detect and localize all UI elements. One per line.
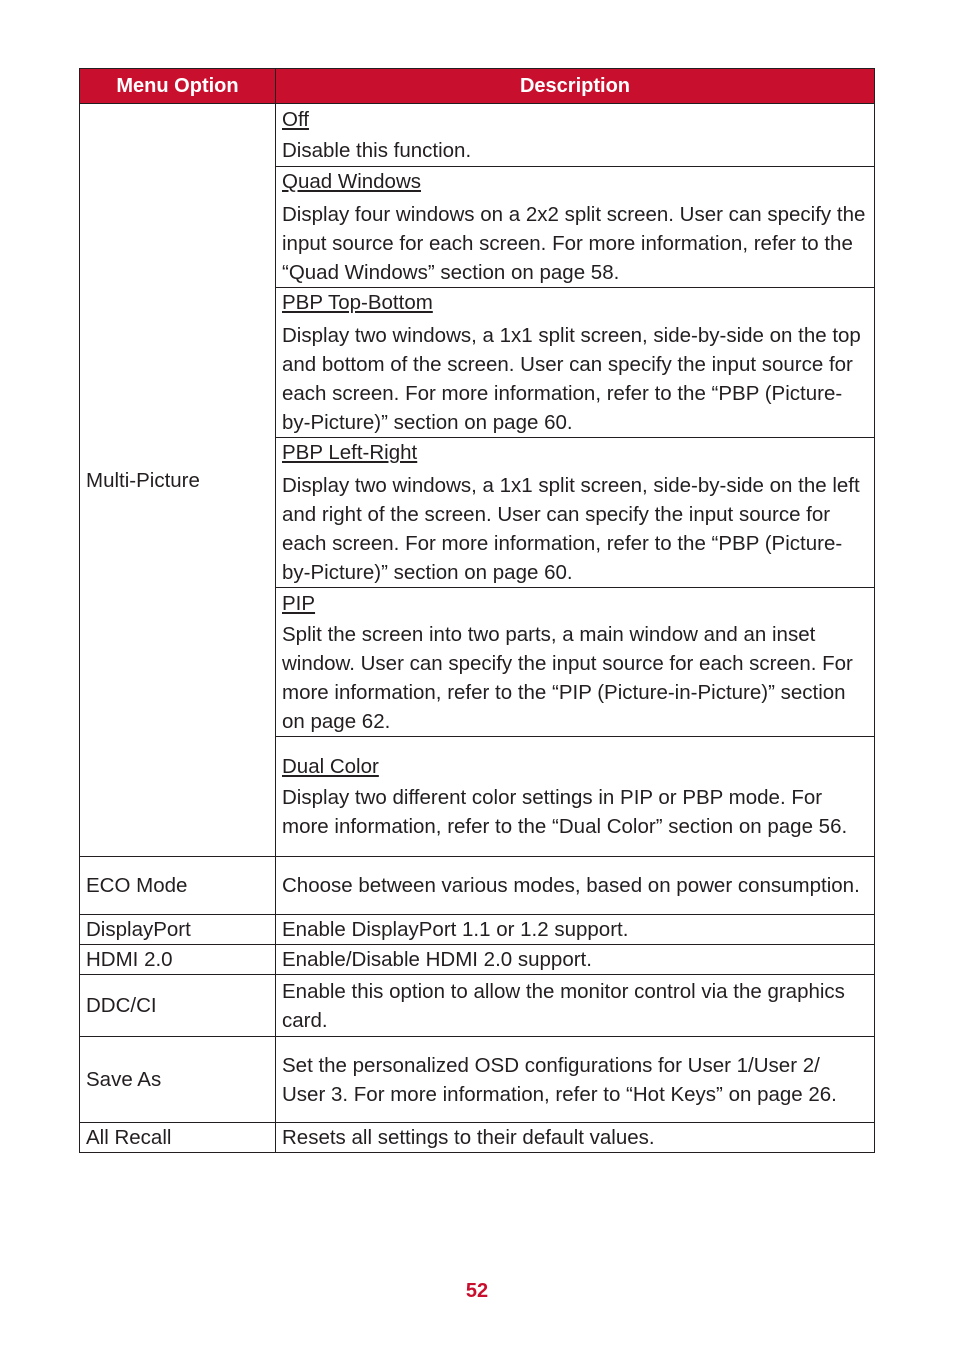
table-row — [80, 945, 875, 975]
option-save-as: Save As — [80, 1037, 276, 1123]
sub-option-description: Disable this function. — [282, 139, 472, 162]
page-number: 52 — [465, 1280, 489, 1302]
table-row — [80, 857, 875, 915]
sub-option-cell — [276, 167, 875, 288]
sub-option-cell — [276, 588, 875, 737]
sub-option-cell — [276, 104, 875, 167]
option-ddc-ci: DDC/CI — [80, 975, 276, 1037]
sub-option-description: Display four windows on a 2x2 split screen. User can specify the input source for each screen. For more information, refer to the “Quad Windows” section on page 58. — [282, 203, 866, 284]
option-all-recall: All Recall — [80, 1123, 276, 1153]
table-row — [80, 915, 875, 945]
sub-option-title: PBP Top-Bottom — [282, 291, 433, 314]
sub-option-title: Off — [282, 108, 309, 131]
table-row — [80, 975, 875, 1037]
sub-option-title: PBP Left-Right — [282, 441, 418, 464]
table-row — [80, 1037, 875, 1123]
sub-option-title: PIP — [282, 591, 316, 615]
sub-option-description: Split the screen into two parts, a main window and an inset window. User can specify the input source for each screen. For more information, refer to the “PIP (Picture-in-Picture)” section on page 62. — [282, 622, 853, 733]
sub-option-cell — [276, 288, 875, 438]
header-description: Description — [276, 69, 875, 104]
table-row — [80, 1123, 875, 1153]
menu-options-table — [79, 68, 875, 1153]
sub-option-cell — [276, 438, 875, 588]
option-description: Choose between various modes, based on power consumption. — [276, 857, 875, 915]
option-eco-mode: ECO Mode — [80, 857, 276, 915]
option-hdmi: HDMI 2.0 — [80, 945, 276, 975]
table-row — [80, 104, 875, 167]
sub-option-description: Display two different color settings in PIP or PBP mode. For more information, refer to the “Dual Color” section on page 56. — [282, 786, 848, 838]
option-multi-picture: Multi-Picture — [80, 104, 276, 857]
option-description: Enable/Disable HDMI 2.0 support. — [276, 945, 875, 975]
sub-option-title: Dual Color — [282, 755, 379, 778]
table-header-row — [80, 69, 875, 104]
sub-option-description: Display two windows, a 1x1 split screen, side-by-side on the left and right of the screen. User can specify the input source for each screen. For more information, refer to the “PBP (Picture-by-Picture)” section on page 60. — [282, 474, 860, 584]
option-displayport: DisplayPort — [80, 915, 276, 945]
option-description: Set the personalized OSD configurations for User 1/User 2/ User 3. For more information, refer to “Hot Keys” on page 26. — [276, 1037, 875, 1123]
sub-option-title: Quad Windows — [282, 170, 422, 193]
option-description: Enable this option to allow the monitor control via the graphics card. — [276, 975, 875, 1037]
option-description: Enable DisplayPort 1.1 or 1.2 support. — [276, 915, 875, 945]
sub-option-description: Display two windows, a 1x1 split screen, side-by-side on the top and bottom of the screen. User can specify the input source for each screen. For more information, refer to the “PBP (Picture-by-Picture)” section on page 60. — [282, 324, 861, 434]
header-menu-option: Menu Option — [80, 69, 276, 104]
option-description: Resets all settings to their default values. — [276, 1123, 875, 1153]
sub-option-cell — [276, 737, 875, 857]
